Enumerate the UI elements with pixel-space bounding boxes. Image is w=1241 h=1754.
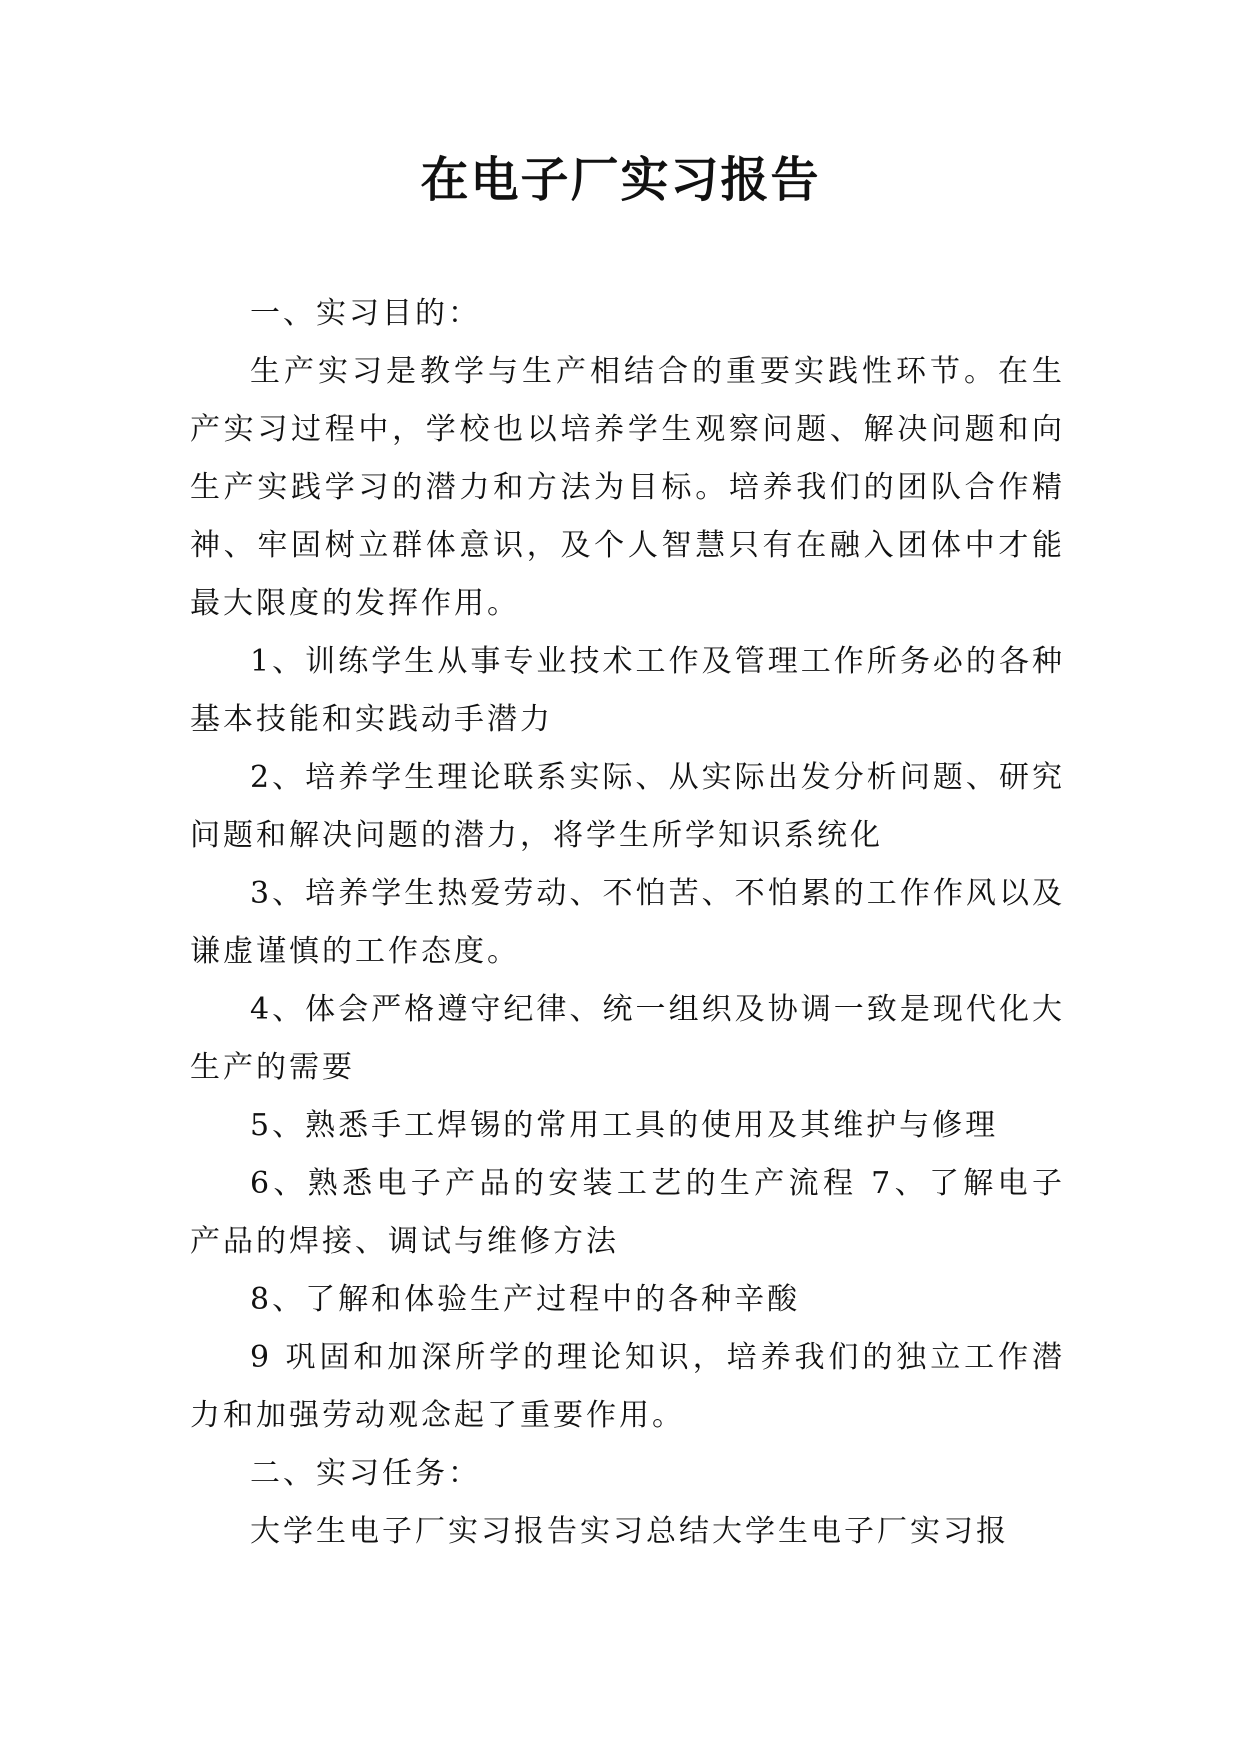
paragraph-intro: 生产实习是教学与生产相结合的重要实践性环节。在生产实习过程中，学校也以培养学生观察问题、解决问题和向生产实践学习的潜力和方法为目标。培养我们的团队合作精神、牢固树立群体意识，及个人智慧只有在融入团体中才能最大限度的发挥作用。 xyxy=(190,354,1065,621)
paragraph-tasks: 大学生电子厂实习报告实习总结大学生电子厂实习报 xyxy=(250,1514,1009,1549)
list-item-6-7: 6、熟悉电子产品的安装工艺的生产流程 7、了解电子产品的焊接、调试与维修方法 xyxy=(190,1166,1065,1259)
list-item-1: 1、训练学生从事专业技术工作及管理工作所务必的各种基本技能和实践动手潜力 xyxy=(190,644,1065,737)
list-item-9: 9 巩固和加深所学的理论知识，培养我们的独立工作潜力和加强劳动观念起了重要作用。 xyxy=(190,1340,1065,1433)
list-item-5: 5、熟悉手工焊锡的常用工具的使用及其维护与修理 xyxy=(250,1108,999,1143)
document-title: 在电子厂实习报告 xyxy=(420,152,821,208)
list-item-8: 8、了解和体验生产过程中的各种辛酸 xyxy=(250,1282,801,1317)
list-item-3: 3、培养学生热爱劳动、不怕苦、不怕累的工作作风以及谦虚谨慎的工作态度。 xyxy=(190,876,1065,969)
section-heading-tasks: 二、实习任务： xyxy=(250,1456,481,1491)
list-item-4: 4、体会严格遵守纪律、统一组织及协调一致是现代化大生产的需要 xyxy=(190,992,1065,1085)
section-heading-purpose: 一、实习目的： xyxy=(250,296,481,331)
document-body xyxy=(190,285,1065,1561)
list-item-2: 2、培养学生理论联系实际、从实际出发分析问题、研究问题和解决问题的潜力，将学生所学知识系统化 xyxy=(190,760,1065,853)
